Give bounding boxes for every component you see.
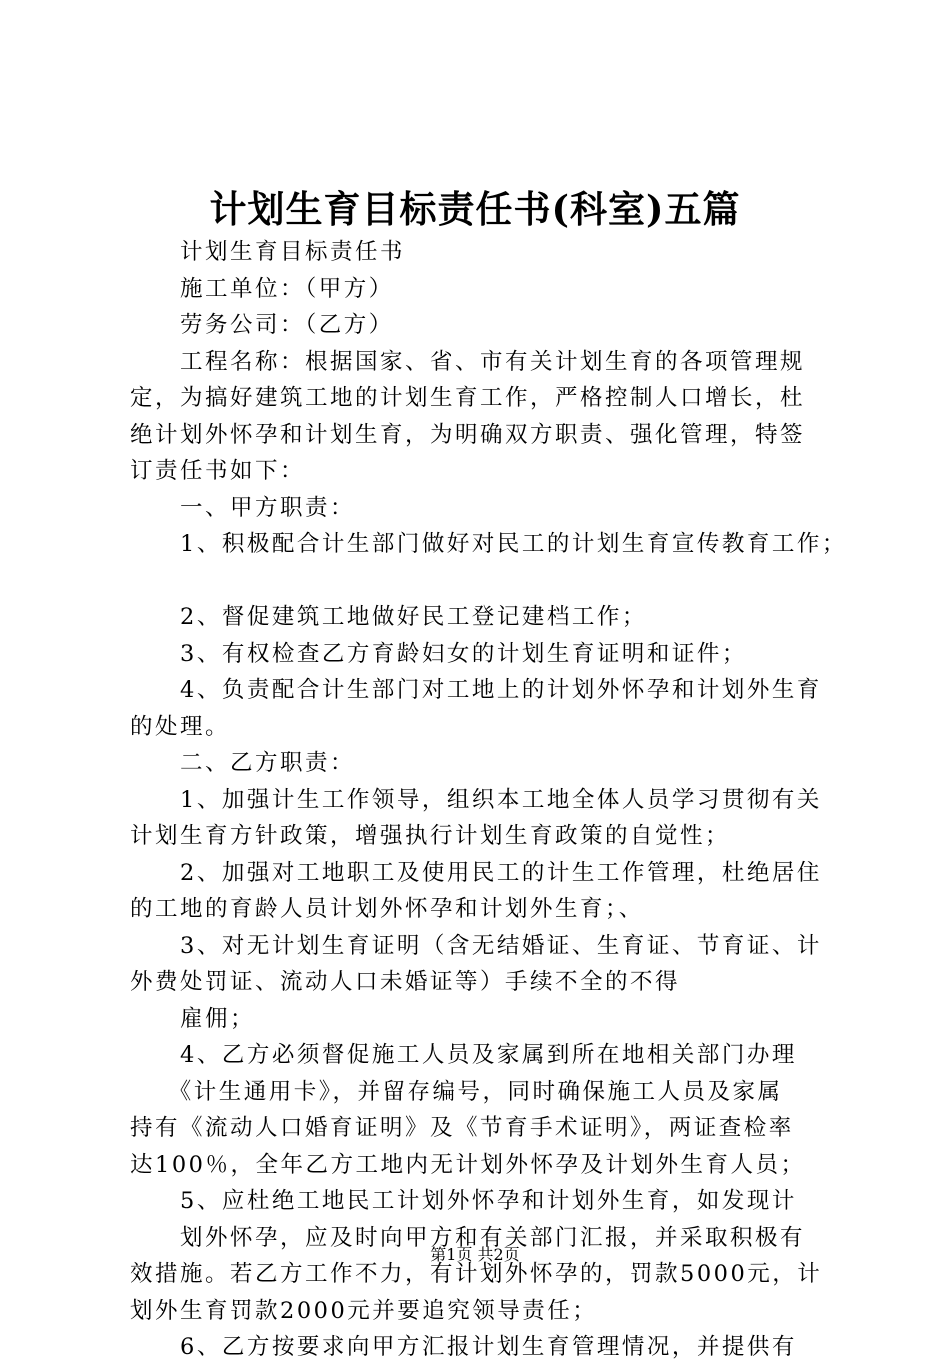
paragraph-line: 《计生通用卡》，并留存编号，同时确保施工人员及家属 bbox=[130, 1078, 783, 1105]
paragraph-line: 2、加强对工地职工及使用民工的计生工作管理，杜绝居住 bbox=[130, 859, 822, 886]
paragraph-line: 雇佣； bbox=[130, 1005, 256, 1032]
page-footer: 第1页 共2页 bbox=[430, 1245, 520, 1264]
paragraph-line: 达100％，全年乙方工地内无计划外怀孕及计划外生育人员； bbox=[130, 1151, 806, 1178]
paragraph-line: 二、乙方职责： bbox=[130, 750, 356, 776]
paragraph-line: 3、有权检查乙方育龄妇女的计划生育证明和证件； bbox=[130, 640, 747, 667]
paragraph-line: 3、对无计划生育证明（含无结婚证、生育证、节育证、计 bbox=[130, 932, 822, 959]
paragraph-line: 2、督促建筑工地做好民工登记建档工作； bbox=[130, 604, 647, 630]
paragraph-line: 划外生育罚款2000元并要追究领导责任； bbox=[130, 1297, 598, 1324]
paragraph-line: 工程名称：根据国家、省、市有关计划生育的各项管理规 bbox=[130, 348, 806, 375]
paragraph-line: 效措施。若乙方工作不力，有计划外怀孕的，罚款5000元，计 bbox=[130, 1261, 823, 1287]
paragraph-line: 划外怀孕，应及时向甲方和有关部门汇报，并采取积极有 bbox=[130, 1224, 806, 1251]
paragraph-line: 施工单位：（甲方） bbox=[130, 275, 394, 302]
blank-line bbox=[130, 563, 840, 600]
paragraph-line: 的处理。 bbox=[130, 713, 231, 740]
document-body bbox=[130, 234, 847, 1366]
paragraph-line: 持有《流动人口婚育证明》及《节育手术证明》，两证查检率 bbox=[130, 1115, 794, 1141]
paragraph-line: 6、乙方按要求向甲方汇报计划生育管理情况，并提供有 bbox=[130, 1334, 797, 1360]
paragraph-line: 5、应杜绝工地民工计划外怀孕和计划外生育，如发现计 bbox=[130, 1188, 797, 1214]
paragraph-line: 的工地的育龄人员计划外怀孕和计划外生育；、 bbox=[130, 896, 644, 922]
paragraph-line: 4、负责配合计生部门对工地上的计划外怀孕和计划外生育 bbox=[130, 677, 822, 703]
paragraph-line: 1、加强计生工作领导，组织本工地全体人员学习贯彻有关 bbox=[130, 786, 822, 813]
paragraph-line: 定，为搞好建筑工地的计划生育工作，严格控制人口增长，杜 bbox=[130, 385, 806, 411]
paragraph-line: 计划生育目标责任书 bbox=[130, 239, 406, 265]
paragraph-line: 绝计划外怀孕和计划生育，为明确双方职责、强化管理，特签 bbox=[130, 421, 806, 448]
paragraph-line: 订责任书如下： bbox=[130, 458, 306, 484]
paragraph-line: 劳务公司：（乙方） bbox=[130, 312, 394, 338]
paragraph-line: 1、积极配合计生部门做好对民工的计划生育宣传教育工作； bbox=[130, 531, 847, 557]
paragraph-line: 计划生育方针政策，增强执行计划生育政策的自觉性； bbox=[130, 823, 731, 849]
paragraph-line: 外费处罚证、流动人口未婚证等）手续不全的不得 bbox=[130, 969, 681, 995]
paragraph-line: 4、乙方必须督促施工人员及家属到所在地相关部门办理 bbox=[130, 1042, 797, 1068]
document-title: 计划生育目标责任书(科室)五篇 bbox=[209, 187, 741, 231]
paragraph-line: 一、甲方职责： bbox=[130, 494, 356, 521]
